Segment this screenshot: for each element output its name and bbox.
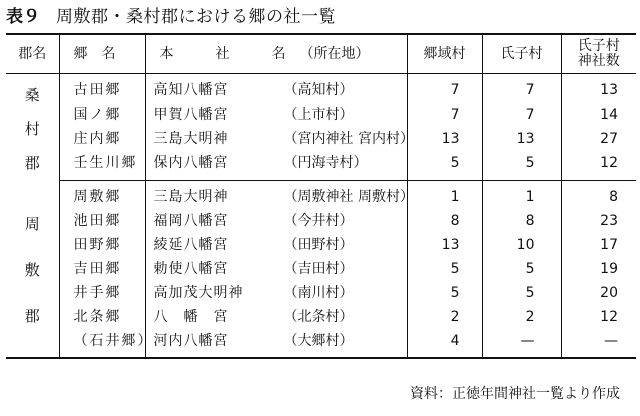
gun-cell <box>6 74 59 181</box>
shrine-location: （高知村） <box>283 82 354 99</box>
ujiko-shrine-count: 14 <box>561 102 636 126</box>
go-village-count: 2 <box>407 305 482 329</box>
ujiko-village-count: 7 <box>482 74 561 103</box>
shrine-cell <box>145 305 407 329</box>
shrine-name: 高知八幡宮 <box>153 82 229 99</box>
ujiko-village-count: 1 <box>482 180 561 209</box>
header-ujiko-villages: 氏子村 <box>482 34 561 74</box>
ujiko-village-count: 10 <box>482 233 561 257</box>
shrine-cell <box>145 281 407 305</box>
shrine-cell <box>145 102 407 126</box>
table-row <box>6 257 636 281</box>
table-row <box>6 281 636 305</box>
shrine-location: （円海寺村） <box>283 155 368 172</box>
table-title: 周敷郡・桑村郡における郷の社一覧 <box>56 7 336 27</box>
shrine-name: 福岡八幡宮 <box>153 212 229 229</box>
go-village-count: 5 <box>407 257 482 281</box>
shrine-name: 河内八幡宮 <box>153 332 229 349</box>
go-name: 古田郷 <box>59 74 145 103</box>
shrine-location: （北条村） <box>283 308 354 325</box>
header-shrine-name: 本 社 名 <box>159 45 300 62</box>
table-row <box>6 209 636 233</box>
table-row <box>6 329 636 358</box>
ujiko-shrine-count: 13 <box>561 74 636 103</box>
table-body <box>6 74 636 358</box>
shrine-location: （今井村） <box>283 212 354 229</box>
ujiko-village-count: 5 <box>482 281 561 305</box>
go-village-count: 8 <box>407 209 482 233</box>
go-village-count: 13 <box>407 233 482 257</box>
shrine-cell <box>145 329 407 358</box>
shrine-name: 三島大明神 <box>153 188 229 205</box>
shrine-cell <box>145 151 407 180</box>
go-name: 井手郷 <box>59 281 145 305</box>
shrine-cell <box>145 209 407 233</box>
go-village-count: 7 <box>407 74 482 103</box>
go-name: 田野郷 <box>59 233 145 257</box>
table-row <box>6 102 636 126</box>
shrine-location: （大郷村） <box>283 332 354 349</box>
ujiko-shrine-count: 27 <box>561 127 636 151</box>
ujiko-shrine-count: 20 <box>561 281 636 305</box>
ujiko-village-count: 5 <box>482 257 561 281</box>
shrine-name: 綾延八幡宮 <box>153 236 229 253</box>
shrine-name: 三島大明神 <box>153 130 229 147</box>
ujiko-village-count: — <box>482 329 561 358</box>
shrine-location: （田野村） <box>283 236 354 253</box>
ujiko-shrine-count: 17 <box>561 233 636 257</box>
go-name: 北条郷 <box>59 305 145 329</box>
shrine-cell <box>145 180 414 209</box>
gun-name: 周敷郡 <box>24 215 40 326</box>
table-row <box>6 151 636 180</box>
header-go-villages: 郷域村 <box>407 34 482 74</box>
go-village-count: 7 <box>407 102 482 126</box>
ujiko-shrine-count: 12 <box>561 305 636 329</box>
go-name: 壬生川郷 <box>59 151 145 180</box>
shrine-location: （上市村） <box>283 106 354 123</box>
go-village-count: 5 <box>407 151 482 180</box>
shrine-cell <box>145 74 407 103</box>
shrine-location: （周敷神社 周敷村） <box>283 188 414 205</box>
table-row <box>6 180 636 209</box>
ujiko-village-count: 13 <box>482 127 561 151</box>
go-village-count: 13 <box>407 127 482 151</box>
ujiko-shrine-count: 12 <box>561 151 636 180</box>
ujiko-village-count: 7 <box>482 102 561 126</box>
header-shrine <box>145 34 407 74</box>
shrine-cell <box>145 127 414 151</box>
table-caption <box>6 6 336 28</box>
shrine-location: （宮内神社 宮内村） <box>283 130 414 147</box>
shrine-name: 保内八幡宮 <box>153 155 229 172</box>
go-village-count: 5 <box>407 281 482 305</box>
shrine-name: 甲賀八幡宮 <box>153 106 229 123</box>
table-row <box>6 305 636 329</box>
gun-cell <box>6 180 59 358</box>
shrine-name: 八 幡 宮 <box>153 308 229 325</box>
shrine-cell <box>145 257 407 281</box>
header-ujiko-shrine-count <box>561 34 636 74</box>
shrine-location: （吉田村） <box>283 260 354 277</box>
go-name: 吉田郷 <box>59 257 145 281</box>
shrine-cell <box>145 233 407 257</box>
header-go: 郷名 <box>59 34 145 74</box>
ujiko-village-count: 5 <box>482 151 561 180</box>
header-ujiko-shrine-count-text: 氏子村神社数 <box>577 38 620 69</box>
shrine-location: （南川村） <box>283 284 354 301</box>
table-row <box>6 233 636 257</box>
go-village-count: 4 <box>407 329 482 358</box>
gun-name: 桑村郡 <box>24 86 40 172</box>
ujiko-shrine-count: — <box>561 329 636 358</box>
shrine-name: 勅使八幡宮 <box>153 260 229 277</box>
source-note: 資料：正徳年間神社一覧より作成 <box>410 386 620 402</box>
ujiko-shrine-count: 23 <box>561 209 636 233</box>
ujiko-village-count: 8 <box>482 209 561 233</box>
go-name: 庄内郷 <box>59 127 145 151</box>
shrine-table <box>6 33 636 359</box>
go-name: 池田郷 <box>59 209 145 233</box>
table-header <box>6 34 636 74</box>
table-row <box>6 74 636 103</box>
go-name: （石井郷） <box>59 329 145 358</box>
header-gun: 郡名 <box>6 34 59 74</box>
go-village-count: 1 <box>407 180 482 209</box>
table-number: 表９ <box>6 7 40 27</box>
table-row <box>6 127 636 151</box>
header-shrine-location: （所在地） <box>299 45 370 62</box>
go-name: 周敷郷 <box>59 180 145 209</box>
ujiko-shrine-count: 8 <box>561 180 636 209</box>
shrine-name: 高加茂大明神 <box>153 284 244 301</box>
ujiko-village-count: 2 <box>482 305 561 329</box>
ujiko-shrine-count: 19 <box>561 257 636 281</box>
go-name: 国ノ郷 <box>59 102 145 126</box>
